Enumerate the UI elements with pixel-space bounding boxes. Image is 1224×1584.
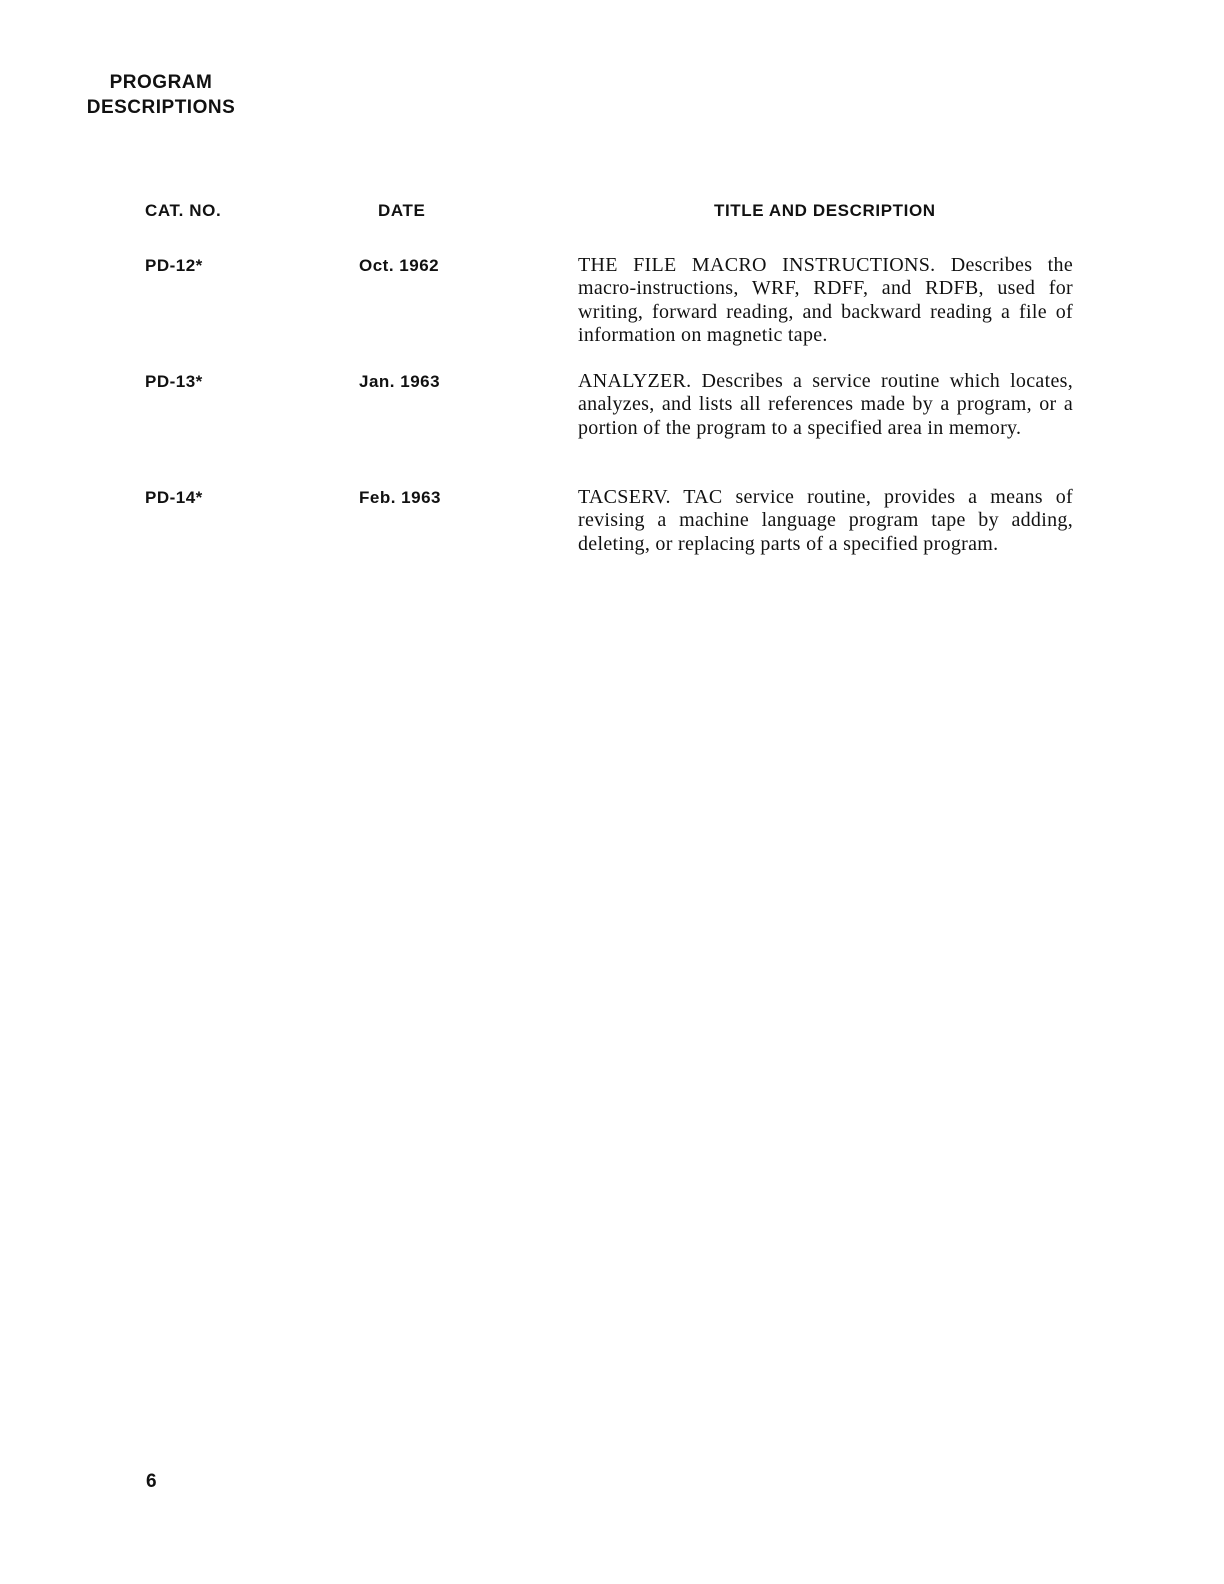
- table-row: [0, 372, 1224, 472]
- page-number: 6: [146, 1471, 157, 1492]
- entry-description: THE FILE MACRO INSTRUCTIONS. Describes the macro-instructions, WRF, RDFF, and RDFB, used for writing, forward reading, and backward reading a file of information on magnetic tape.: [578, 254, 1073, 346]
- section-heading: [76, 70, 246, 120]
- section-heading-line-1: PROGRAM: [109, 72, 213, 93]
- catalog-number: PD-14*: [145, 488, 203, 507]
- entry-date: Oct. 1962: [359, 256, 440, 275]
- section-heading-line-2: DESCRIPTIONS: [86, 97, 236, 118]
- column-header-cat-no: CAT. NO.: [145, 201, 222, 220]
- entry-date: Jan. 1963: [359, 372, 441, 391]
- entry-date: Feb. 1963: [359, 488, 441, 507]
- column-header-date: DATE: [378, 201, 426, 220]
- column-header-title: TITLE AND DESCRIPTION: [714, 201, 936, 220]
- table-row: [0, 256, 1224, 356]
- catalog-number: PD-13*: [145, 372, 203, 391]
- catalog-number: PD-12*: [145, 256, 203, 275]
- table-row: [0, 488, 1224, 588]
- entry-description: ANALYZER. Describes a service routine which locates, analyzes, and lists all references made by a program, or a portion of the program to a specified area in memory.: [578, 370, 1073, 439]
- entry-description: TACSERV. TAC service routine, provides a means of revising a machine language program tape by adding, deleting, or replacing parts of a specified program.: [578, 486, 1073, 555]
